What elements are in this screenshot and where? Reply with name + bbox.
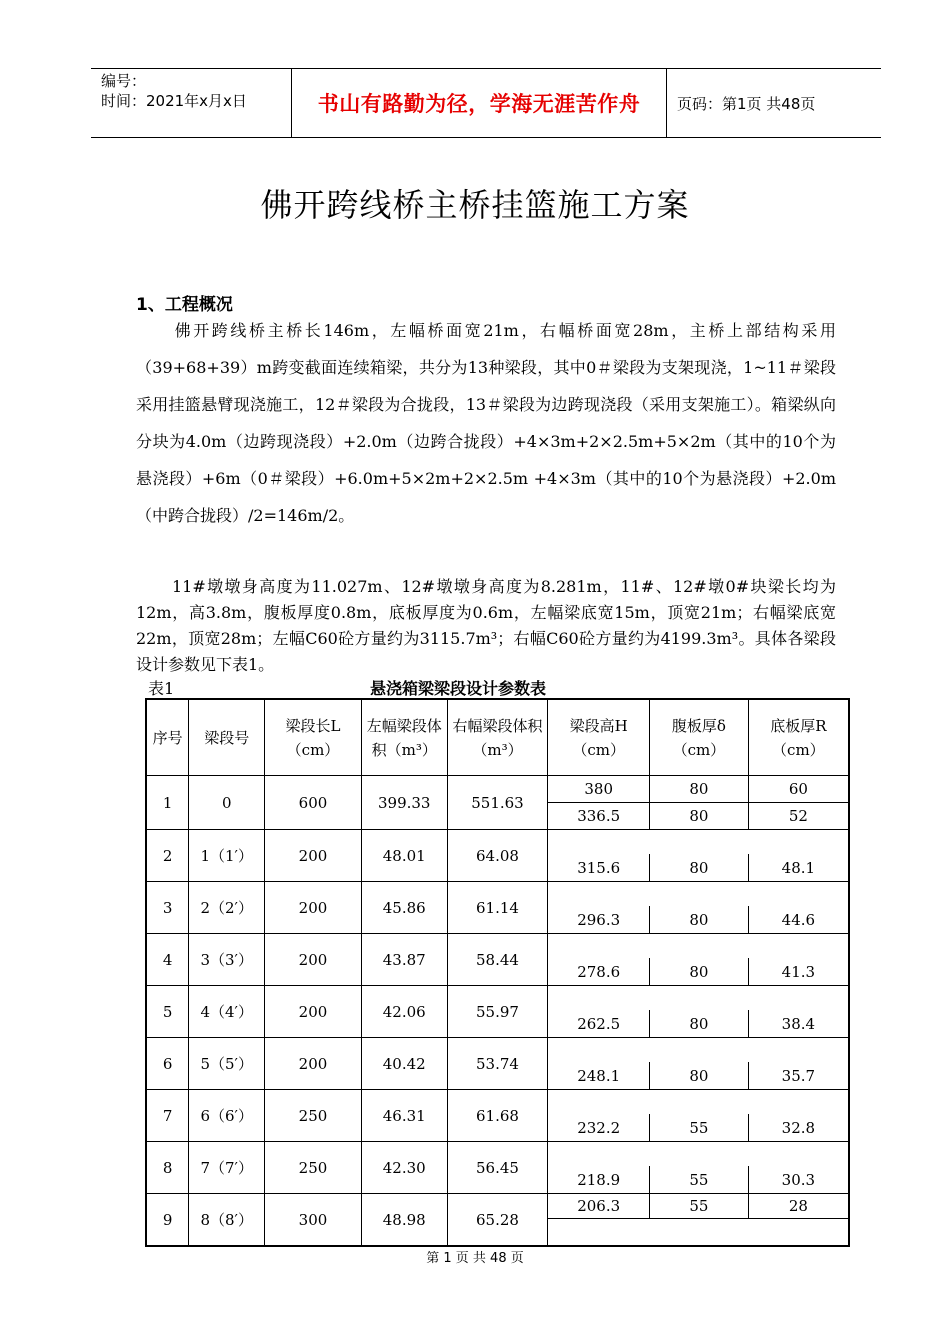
- cell-web: 55: [650, 1114, 749, 1142]
- cell-height: 262.5: [548, 1010, 650, 1038]
- blank-cell: [548, 1142, 849, 1167]
- cell-segment: 6（6′）: [189, 1090, 265, 1142]
- table-header-row: [146, 699, 849, 776]
- cell-height: 218.9: [548, 1166, 650, 1194]
- header-length: 梁段长L（cm）: [265, 699, 362, 776]
- cell-height: 296.3: [548, 906, 650, 934]
- cell-height: 278.6: [548, 958, 650, 986]
- cell-web: 80: [650, 906, 749, 934]
- cell-length: 250: [265, 1090, 362, 1142]
- table-row: [146, 986, 849, 1011]
- cell-seq: 1: [146, 776, 189, 830]
- header-meta: [91, 69, 291, 137]
- cell-length: 200: [265, 934, 362, 986]
- cell-left-volume: 42.06: [361, 986, 447, 1038]
- table-row: [146, 830, 849, 855]
- cell-right-volume: 551.63: [447, 776, 548, 830]
- cell-segment: 0: [189, 776, 265, 830]
- table-row: [146, 1142, 849, 1167]
- cell-seq: 4: [146, 934, 189, 986]
- cell-right-volume: 56.45: [447, 1142, 548, 1194]
- cell-bottom: 60: [748, 776, 849, 803]
- page-footer: 第 1 页 共 48 页: [426, 1251, 524, 1266]
- cell-bottom: 30.3: [748, 1166, 849, 1194]
- cell-bottom: 41.3: [748, 958, 849, 986]
- cell-length: 200: [265, 986, 362, 1038]
- cell-seq: 7: [146, 1090, 189, 1142]
- cell-segment: 5（5′）: [189, 1038, 265, 1090]
- cell-segment: 1（1′）: [189, 830, 265, 882]
- cell-left-volume: 46.31: [361, 1090, 447, 1142]
- cell-segment: 3（3′）: [189, 934, 265, 986]
- cell-segment: 4（4′）: [189, 986, 265, 1038]
- cell-web: 55: [650, 1194, 749, 1219]
- cell-seq: 6: [146, 1038, 189, 1090]
- document-title: 佛开跨线桥主桥挂篮施工方案: [260, 186, 690, 224]
- section-heading: 1、工程概况: [136, 295, 233, 315]
- cell-web: 80: [650, 854, 749, 882]
- cell-left-volume: 399.33: [361, 776, 447, 830]
- cell-segment: 2（2′）: [189, 882, 265, 934]
- header-left-volume: 左幅梁段体积（m³）: [361, 699, 447, 776]
- cell-right-volume: 65.28: [447, 1194, 548, 1247]
- cell-bottom: 32.8: [748, 1114, 849, 1142]
- header-web: 腹板厚δ（cm）: [650, 699, 749, 776]
- cell-bottom: 38.4: [748, 1010, 849, 1038]
- cell-left-volume: 40.42: [361, 1038, 447, 1090]
- cell-left-volume: 42.30: [361, 1142, 447, 1194]
- cell-bottom: 28: [748, 1194, 849, 1219]
- cell-right-volume: 61.14: [447, 882, 548, 934]
- cell-segment: 8（8′）: [189, 1194, 265, 1247]
- cell-seq: 9: [146, 1194, 189, 1247]
- header-motto: 书山有路勤为径，学海无涯苦作舟: [291, 69, 667, 137]
- cell-height: 315.6: [548, 854, 650, 882]
- cell-bottom: 44.6: [748, 906, 849, 934]
- header-page-label: 页码：第1页 共48页: [677, 94, 816, 113]
- blank-cell: [548, 986, 849, 1011]
- cell-left-volume: 48.01: [361, 830, 447, 882]
- cell-right-volume: 64.08: [447, 830, 548, 882]
- header-height: 梁段高H（cm）: [548, 699, 650, 776]
- blank-cell: [548, 1090, 849, 1115]
- header-segment: 梁段号: [189, 699, 265, 776]
- cell-length: 200: [265, 830, 362, 882]
- segment-parameters-table: [145, 698, 850, 1247]
- table-row: [146, 1090, 849, 1115]
- cell-right-volume: 58.44: [447, 934, 548, 986]
- cell-length: 200: [265, 882, 362, 934]
- table-row: [146, 934, 849, 959]
- doc-number-label: 编号：: [101, 72, 147, 90]
- cell-seq: 3: [146, 882, 189, 934]
- cell-bottom: 48.1: [748, 854, 849, 882]
- overview-paragraph-1: [136, 312, 836, 534]
- cell-length: 200: [265, 1038, 362, 1090]
- cell-right-volume: 55.97: [447, 986, 548, 1038]
- header-right-volume: 右幅梁段体积（m³）: [447, 699, 548, 776]
- cell-length: 600: [265, 776, 362, 830]
- cell-web: 80: [650, 803, 749, 830]
- staggered-rows: [146, 830, 849, 1247]
- page-header: [91, 68, 881, 138]
- cell-web: 80: [650, 958, 749, 986]
- cell-web: 55: [650, 1166, 749, 1194]
- table-row: [146, 776, 849, 803]
- blank-cell: [548, 830, 849, 855]
- blank-cell: [548, 934, 849, 959]
- cell-length: 250: [265, 1142, 362, 1194]
- cell-height: 336.5: [548, 803, 650, 830]
- doc-time-label: 时间：2021年x月x日: [101, 92, 247, 110]
- paragraph-2-text: 11#墩墩身高度为11.027m、12#墩墩身高度为8.281m，11#、12#墩0#块梁长均为12m，高3.8m，腹板厚度0.8m，底板厚度为0.6m，左幅梁底宽15m，顶宽21m；右幅梁底宽22m，顶宽28m；左幅C60砼方量约为3115.7m³；右幅C60砼方量约为4199.3m³。具体各梁段设计参数见下表1。: [136, 577, 836, 674]
- cell-web: 80: [650, 1010, 749, 1038]
- cell-length: 300: [265, 1194, 362, 1247]
- table-row: [146, 882, 849, 907]
- cell-seq: 5: [146, 986, 189, 1038]
- overview-paragraph-2: [136, 574, 836, 678]
- header-bottom: 底板厚R（cm）: [748, 699, 849, 776]
- cell-height: 206.3: [548, 1194, 650, 1219]
- cell-left-volume: 45.86: [361, 882, 447, 934]
- table-label: 表1: [148, 679, 175, 698]
- cell-left-volume: 43.87: [361, 934, 447, 986]
- cell-bottom: 35.7: [748, 1062, 849, 1090]
- blank-cell: [548, 1219, 849, 1247]
- cell-bottom: 52: [748, 803, 849, 830]
- table-row: [146, 1194, 849, 1219]
- cell-height: 248.1: [548, 1062, 650, 1090]
- header-seq: 序号: [146, 699, 189, 776]
- cell-right-volume: 61.68: [447, 1090, 548, 1142]
- cell-seq: 2: [146, 830, 189, 882]
- cell-web: 80: [650, 776, 749, 803]
- cell-seq: 8: [146, 1142, 189, 1194]
- table-row: [146, 1038, 849, 1063]
- table-title: 悬浇箱梁梁段设计参数表: [370, 679, 547, 698]
- paragraph-1-text: 佛开跨线桥主桥长146m，左幅桥面宽21m，右幅桥面宽28m，主桥上部结构采用（39+68+39）m跨变截面连续箱梁，共分为13种梁段，其中0＃梁段为支架现浇，1~11＃梁段采用挂篮悬臂现浇施工，12＃梁段为合拢段，13＃梁段为边跨现浇段（采用支架施工）。箱梁纵向分块为4.0m（边跨现浇段）+2.0m（边跨合拢段）+4×3m+2×2.5m+5×2m（其中的10个为悬浇段）+6m（0＃梁段）+6.0m+5×2m+2×2.5m +4×3m（其中的10个为悬浇段）+2.0m（中跨合拢段）/2=146m/2。: [136, 321, 836, 525]
- cell-height: 380: [548, 776, 650, 803]
- cell-height: 232.2: [548, 1114, 650, 1142]
- cell-right-volume: 53.74: [447, 1038, 548, 1090]
- cell-segment: 7（7′）: [189, 1142, 265, 1194]
- blank-cell: [548, 1038, 849, 1063]
- cell-web: 80: [650, 1062, 749, 1090]
- cell-left-volume: 48.98: [361, 1194, 447, 1247]
- blank-cell: [548, 882, 849, 907]
